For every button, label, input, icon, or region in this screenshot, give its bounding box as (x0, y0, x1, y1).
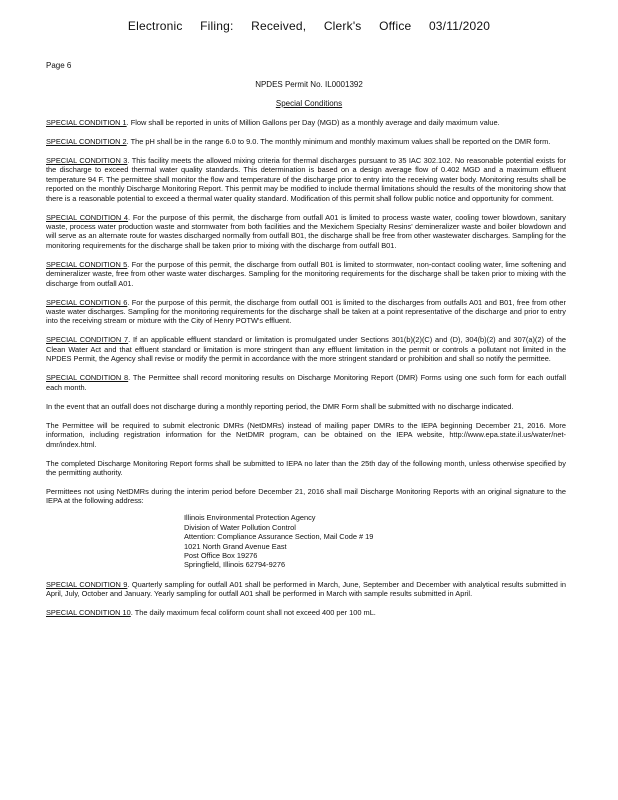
special-condition-7 (46, 335, 566, 363)
header-received: Received, (251, 19, 307, 33)
condition-text: . Quarterly sampling for outfall A01 shall be performed in March, June, September and December with analytical results submitted in April, July, October and January. Yearly sampling for outfall A01 shall be performed in March with sample results submitted in April. (46, 579, 566, 599)
condition-label: SPECIAL CONDITION 4 (46, 212, 129, 222)
condition-label: SPECIAL CONDITION 7 (46, 335, 129, 345)
condition-text: . The pH shall be in the range 6.0 to 9.0. The monthly minimum and monthly maximum values shall be reported on the DMR form. (126, 137, 551, 146)
mailing-address (184, 513, 566, 569)
header-date: 03/11/2020 (428, 19, 491, 33)
condition-label: SPECIAL CONDITION 2 (46, 137, 127, 146)
mail-instructions-paragraph: Permittees not using NetDMRs during the interim period before December 21, 2016 shall mail Discharge Monitoring Reports with an original signature to the IEPA at the following address: (46, 486, 566, 506)
address-line: Attention: Compliance Assurance Section, Mail Code # 19 (184, 532, 374, 542)
special-condition-10 (46, 608, 566, 617)
header-office: Office (379, 19, 412, 33)
permit-number: NPDES Permit No. IL0001392 (255, 80, 363, 89)
condition-text: . For the purpose of this permit, the discharge from outfall 001 is limited to the discharges from outfalls A01 and B01, free from other waste water discharges. Sampling for the monitoring requirements for the discharge shall be taken at a point representative of the discharge and prior to entry into the receiving stream or mixture with the City of Henry POTW's effluent. (46, 297, 566, 326)
special-condition-9 (46, 580, 566, 599)
address-line: Post Office Box 19276 (184, 550, 258, 560)
condition-label: SPECIAL CONDITION 10 (46, 608, 131, 618)
address-line: Illinois Environmental Protection Agency (184, 513, 316, 523)
special-condition-8 (46, 373, 566, 392)
condition-label: SPECIAL CONDITION 3 (46, 156, 128, 165)
netdmr-paragraph: The Permittee will be required to submit electronic DMRs (NetDMRs) instead of mailing paper DMRs to the IEPA beginning December 21, 2016. More information, including registration information for the NetDMR program, can be obtained on the IEPA website, http://www.epa.state.il.us/water/net-dmr/index.html. (46, 420, 566, 449)
condition-label: SPECIAL CONDITION 8 (46, 373, 129, 383)
special-condition-1 (46, 118, 566, 127)
condition-text: . The daily maximum fecal coliform count shall not exceed 400 per 100 mL. (130, 608, 376, 618)
special-condition-6 (46, 298, 566, 326)
header-electronic: Electronic (127, 19, 183, 33)
special-condition-5 (46, 260, 566, 288)
address-line: Springfield, Illinois 62794-9276 (184, 560, 286, 570)
header-filing: Filing: (200, 19, 234, 33)
address-line: 1021 North Grand Avenue East (184, 541, 287, 551)
document-body (46, 118, 566, 627)
condition-text: . For the purpose of this permit, the discharge from outfall A01 is limited to process waste water, cooling tower blowdown, sanitary waste, process water production waste and stormwater from both facilities and the Mexichem Specialty Resins' demineralizer waste and boiler blowdown and will serve as an alternate route for wastes discharged normally from outfall B01, the discharge shall be free from other wastewater discharges. Sampling for the monitoring requirements for the discharge shall be taken prior to mixing with the discharge from outfall B01. (46, 212, 566, 250)
special-condition-4 (46, 213, 566, 251)
condition-label: SPECIAL CONDITION 1 (46, 118, 127, 127)
condition-text: . If an applicable effluent standard or limitation is promulgated under Sections 301(b)(2)(C) and (D), 304(b)(2) and 307(a)(2) of the Clean Water Act and that effluent standard or limitation is more stringent than any effluent limitation in the permit or controls a pollutant not limited in the NPDES Permit, the Agency shall revise or modify the permit in accordance with the more stringent standard or prohibition and shall so notify the permittee. (46, 335, 566, 364)
page-number: Page 6 (46, 61, 72, 70)
address-line: Division of Water Pollution Control (184, 522, 296, 532)
header-clerks: Clerk's (323, 19, 362, 33)
condition-text: . This facility meets the allowed mixing criteria for thermal discharges pursuant to 35 IAC 302.102. No reasonable potential exists for the discharge to exceed thermal water quality standards. This determination is based on a design average flow of 0.402 MGD and a maximum effluent temperature 94 F. The permittee shall monitor the flow and temperature of the discharge prior to entry into the receiving water body. Monitoring results shall be reported on the monthly Discharge Monitoring Report. This permit may be modified to include thermal limitations should the results of the monitoring show that there is a reasonable potential to exceed a thermal water quality standard. Modification of this permit shall follow public notice and opportunity for comment. (46, 156, 566, 203)
condition-text: . The Permittee shall record monitoring results on Discharge Monitoring Report (DMR) Forms using one such form for each outfall each month. (46, 373, 566, 392)
condition-text: . Flow shall be reported in units of Million Gallons per Day (MGD) as a monthly average and daily maximum value. (126, 118, 500, 127)
submission-deadline-paragraph: The completed Discharge Monitoring Report forms shall be submitted to IEPA no later than the 25th day of the following month, unless otherwise specified by the permitting authority. (46, 458, 566, 477)
condition-label: SPECIAL CONDITION 5 (46, 259, 128, 269)
filing-header (0, 19, 618, 33)
no-discharge-paragraph: In the event that an outfall does not discharge during a monthly reporting period, the DMR Form shall be submitted with no discharge indicated. (46, 401, 514, 411)
condition-text: . For the purpose of this permit, the discharge from outfall B01 is limited to stormwater, non-contact cooling water, lime softening and demineralizer waste, free from other waste water discharges. Sampling for the monitoring requirements for the discharge shall be taken prior to mixing with the discharge from outfall A01. (46, 259, 566, 288)
condition-label: SPECIAL CONDITION 9 (46, 579, 128, 589)
section-title: Special Conditions (275, 99, 343, 108)
special-condition-2 (46, 137, 566, 146)
condition-label: SPECIAL CONDITION 6 (46, 297, 128, 307)
special-condition-3 (46, 156, 566, 203)
